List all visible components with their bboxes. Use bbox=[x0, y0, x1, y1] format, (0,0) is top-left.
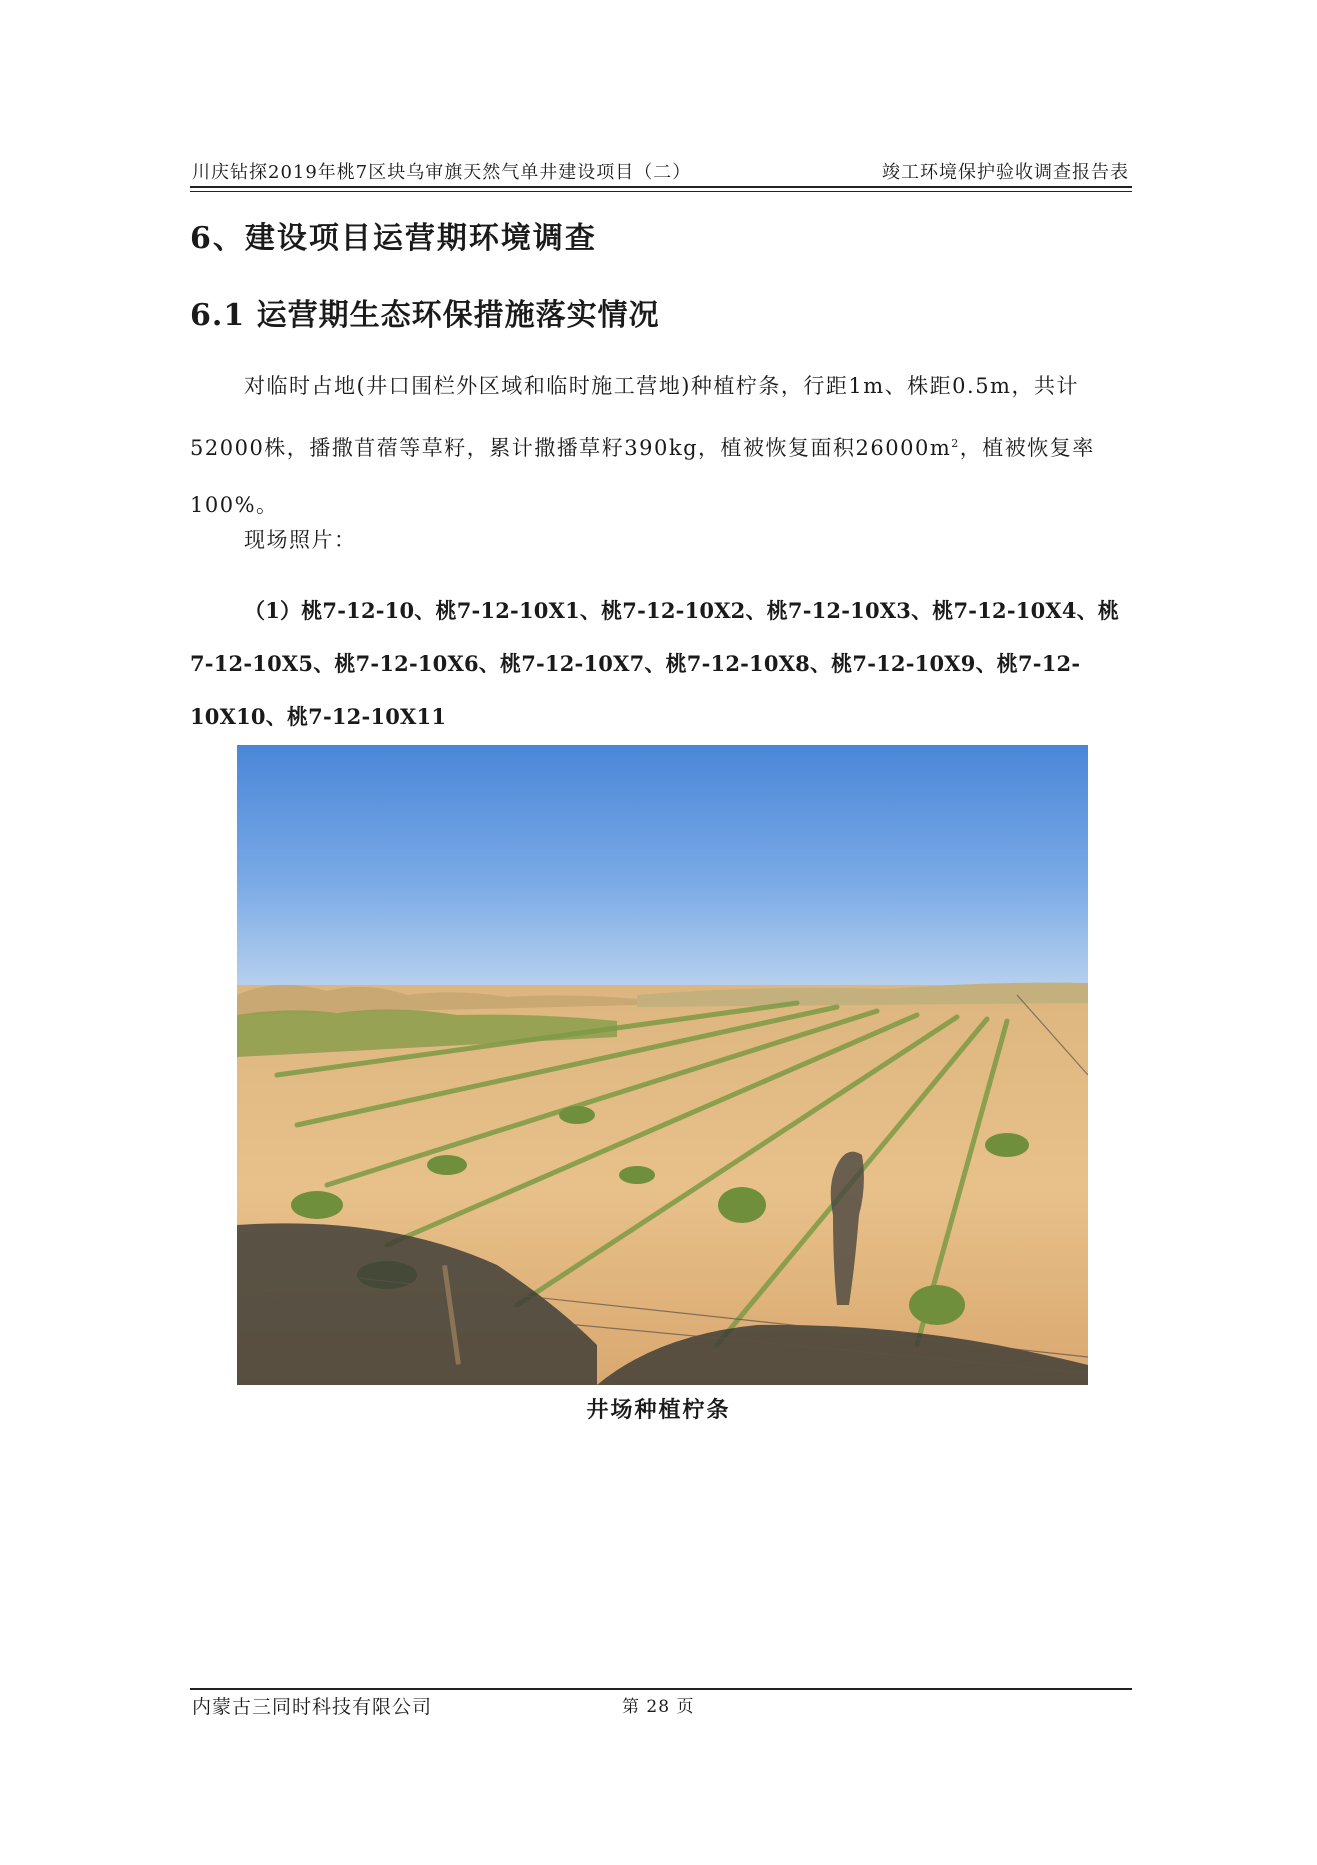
figure-caption: 井场种植柠条 bbox=[586, 1397, 731, 1423]
paragraph-main: 对临时占地(井口围栏外区域和临时施工营地)种植柠条，行距1m、株距0.5m，共计52000株，播撒苜蓿等草籽，累计撒播草籽390kg，植被恢复面积26000m bbox=[190, 374, 1079, 460]
footer-company: 内蒙古三同时科技有限公司 bbox=[192, 1696, 433, 1718]
footer-rule bbox=[190, 1688, 1132, 1690]
header-rule bbox=[190, 186, 1132, 188]
subsection-title: 6.1 运营期生态环保措施落实情况 bbox=[190, 298, 660, 333]
paragraph-end: ，植被恢复率100%。 bbox=[190, 436, 1095, 517]
header-project-title: 川庆钻探2019年桃7区块乌审旗天然气单井建设项目（二） bbox=[192, 162, 692, 183]
area-superscript: 2 bbox=[951, 437, 960, 450]
body-paragraph bbox=[190, 358, 1132, 534]
well-list: （1）桃7-12-10、桃7-12-10X1、桃7-12-10X2、桃7-12-10X3、桃7-12-10X4、桃7-12-10X5、桃7-12-10X6、桃7-12-10X7、桃7-12-10X8、桃7-12-10X9、桃7-12-10X10、桃7-12-10X11 bbox=[190, 598, 1120, 729]
site-photo bbox=[237, 745, 1088, 1385]
photo-intro-label: 现场照片： bbox=[244, 528, 357, 552]
section-title: 6、建设项目运营期环境调查 bbox=[190, 221, 597, 256]
page-number: 第 28 页 bbox=[622, 1697, 695, 1717]
header-report-title: 竣工环境保护验收调查报告表 bbox=[882, 162, 1129, 183]
header-rule-thin bbox=[190, 191, 1132, 192]
